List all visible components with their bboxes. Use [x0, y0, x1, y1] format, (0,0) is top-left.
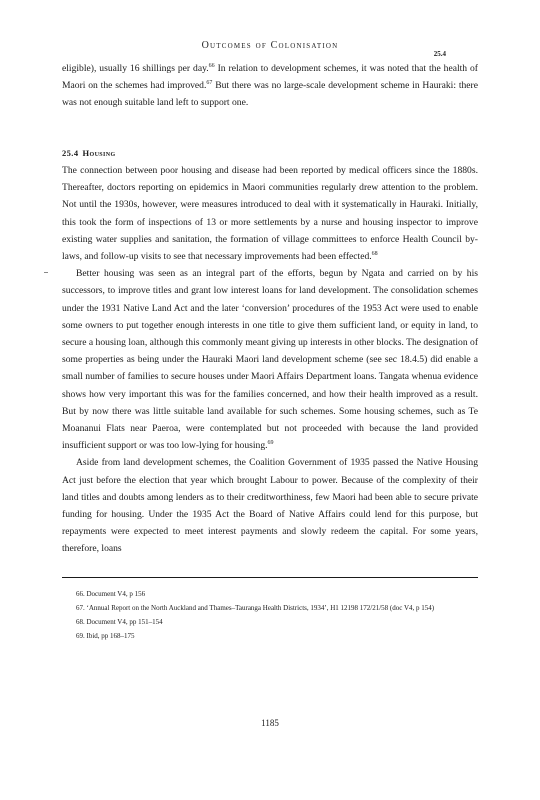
- paragraph-2: [62, 265, 478, 454]
- page-number: 1185: [261, 718, 279, 728]
- footnote-69: 69. Ibid, pp 168–175: [76, 632, 135, 640]
- paragraph-1-text: The connection between poor housing and disease had been reported by medical officers since the 1880s. Thereafter, doctors reporting on epidemics in Maori communities regularly drew attention to the problem. Not until the 1930s, however, were measures introduced to deal with it systematically in Hauraki. Initially, this took the form of inspections of 13 or more settlements by a nurse and housing inspector to improve existing water supplies and sanitation, the formation of village committees to enforce Health Council by-laws, and follow-up visits to see that necessary improvements had been effected.: [62, 165, 478, 263]
- section-heading-number: 25.4: [62, 148, 79, 158]
- footnote-rule: [62, 577, 478, 578]
- section-heading: [62, 148, 120, 158]
- margin-mark: [44, 272, 48, 273]
- paragraph-3-text: Aside from land development schemes, the Coalition Government of 1935 passed the Native Housing Act just before the election that year which brought Labour to power. Because of the complexity of their land titles and doubts among lenders as to their creditworthiness, few Maori had been able to secure private funding for housing. Under the 1935 Act the Board of Native Affairs could lend for this purpose, but repayments were expected to meet interest payments and slowly redeem the capital. For some years, therefore, loans: [62, 457, 478, 555]
- footnote-68: 68. Document V4, pp 151–154: [76, 618, 163, 626]
- section-heading-title: Housing: [82, 148, 116, 158]
- footnote-67: 67. ‘Annual Report on the North Auckland and Thames–Tauranga Health Districts, 1934’, H1 12198 172/21/58 (doc V4, p 154): [76, 604, 435, 612]
- paragraph-2-text: Better housing was seen as an integral part of the efforts, begun by Ngata and carried on by his successors, to improve titles and grant low interest loans for land development. The consolidation schemes under the 1931 Native Land Act and the later ‘conversion’ procedures of the 1953 Act were used to enable some owners to put together enough interests in one title to give them sufficient land, or equity in land, to secure a housing loan, although this commonly meant giving up interests in other blocks. The designation of some properties as being under the Hauraki Maori land development scheme (see sec 18.4.5) did enable a small number of families to secure houses under Maori Affairs Department loans. Tangata whenua evidence shows how very important this was for the families concerned, and how their health improved as a result. But by now there was little suitable land available for such schemes. Some housing schemes, such as Te Moananui Flats near Paeroa, were contemplated but not proceeded with because the land provided insufficient support or was too low-lying for housing.: [62, 268, 479, 452]
- footnote-ref-68[interactable]: 68: [371, 251, 378, 258]
- footnote-66: 66. Document V4, p 156: [76, 590, 146, 598]
- footnote-ref-69[interactable]: 69: [267, 440, 274, 447]
- intro-text-2: In relation to development schemes, it was noted that the health of Maori on the schemes had improved.: [62, 63, 479, 92]
- paragraph-3: [62, 454, 478, 557]
- paragraph-1: [62, 162, 478, 265]
- intro-paragraph: [62, 60, 478, 112]
- running-head: Outcomes of Colonisation: [201, 40, 339, 51]
- section-reference: 25.4: [433, 50, 446, 58]
- intro-text-1: eligible), usually 16 shillings per day.: [62, 63, 209, 74]
- footnotes: [62, 588, 478, 644]
- footnote-ref-67[interactable]: 67: [206, 80, 213, 87]
- main-body: [62, 162, 478, 558]
- intro-text-3: But there was no large-scale development scheme in Hauraki: there was not enough suitable land left to support one.: [62, 80, 478, 109]
- footnote-ref-66[interactable]: 66: [208, 63, 215, 69]
